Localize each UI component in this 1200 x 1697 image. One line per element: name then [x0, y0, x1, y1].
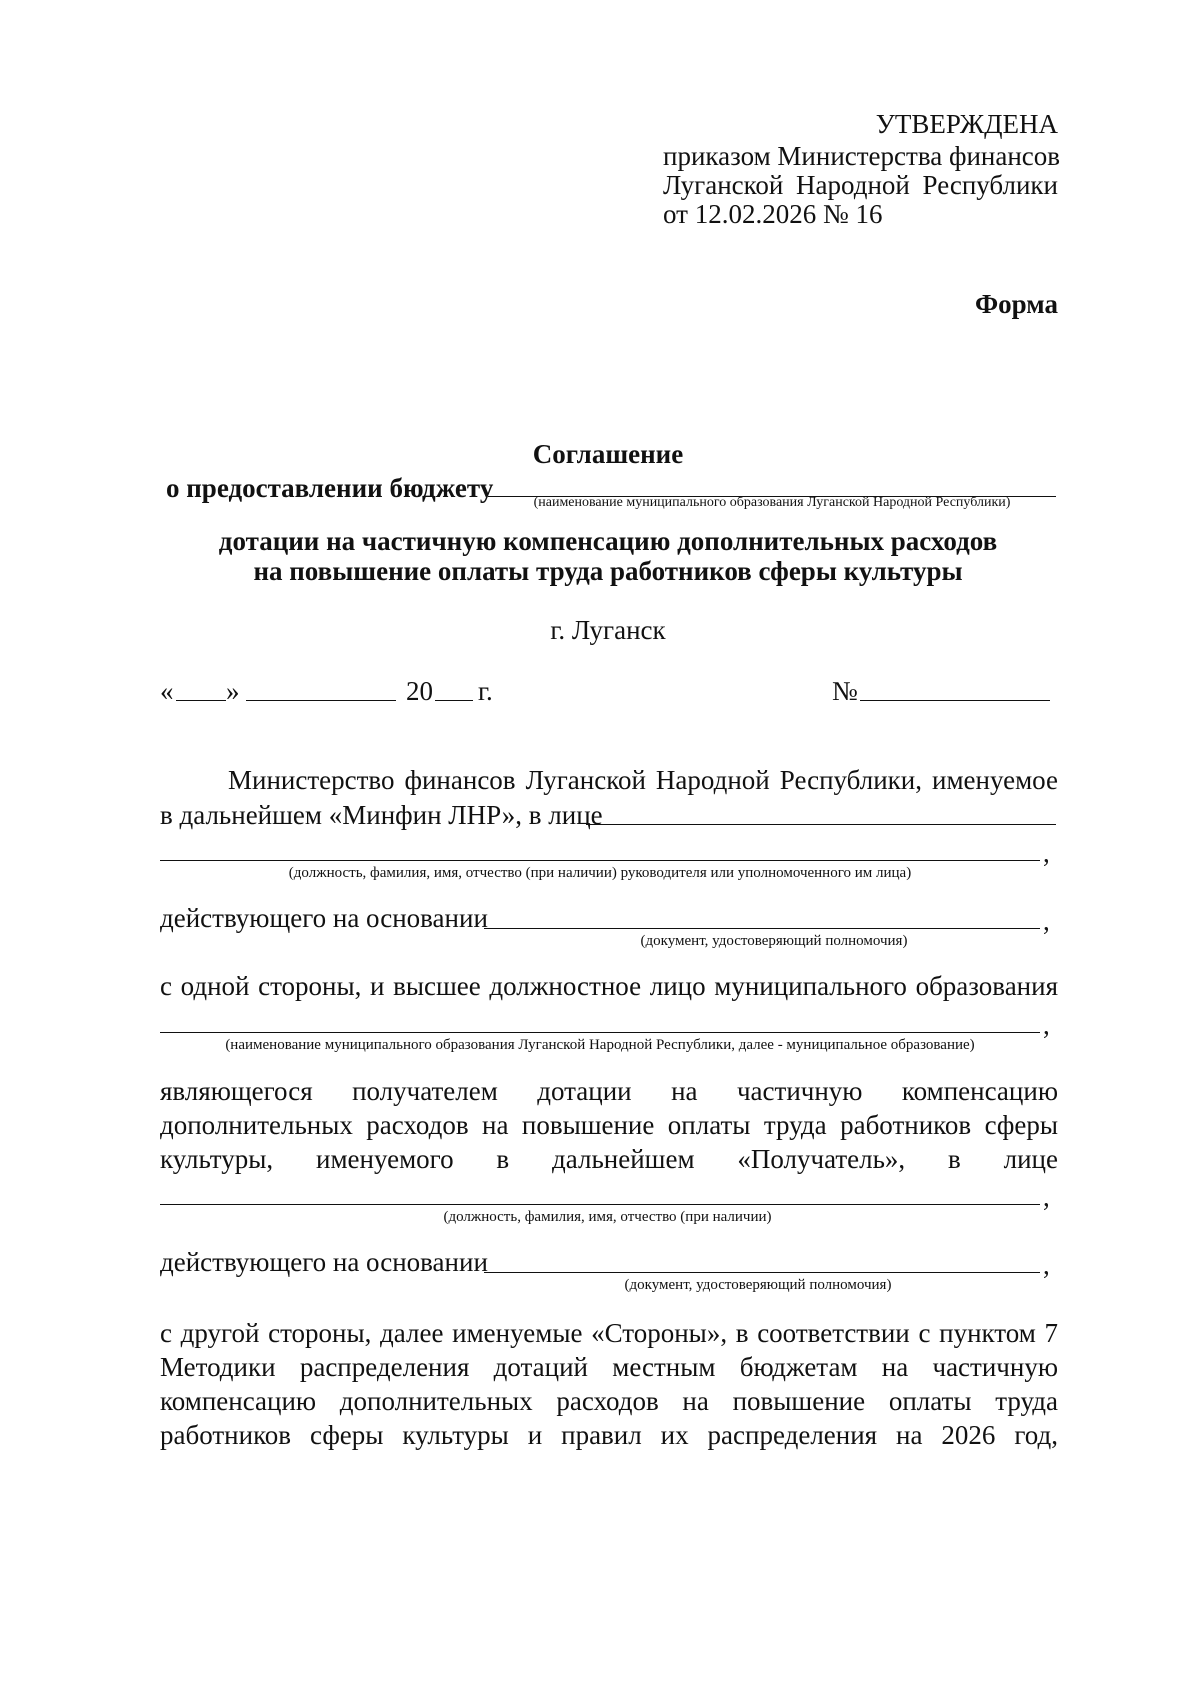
- municipality-blank-line: [160, 1032, 1040, 1033]
- year-blank-line: [435, 700, 473, 701]
- paragraph1-line2: в дальнейшем «Минфин ЛНР», в лице: [160, 800, 603, 830]
- paragraph4-line2: Методики распределения дотаций местным бюджетам на частичную: [160, 1352, 1058, 1382]
- recipient-rep-caption: (должность, фамилия, имя, отчество (при наличии): [443, 1209, 772, 1225]
- day-blank-line: [176, 700, 226, 701]
- number-blank-line: [860, 700, 1050, 701]
- comma-4: ,: [1043, 1182, 1050, 1212]
- paragraph3-line2: дополнительных расходов на повышение оплаты труда работников сферы: [160, 1110, 1058, 1140]
- title-line-4: на повышение оплаты труда работников сферы культуры: [253, 556, 963, 586]
- municipality-caption: (наименование муниципального образования Луганской Народной Республики, далее - муниципальное образование): [225, 1037, 975, 1053]
- acting-basis-1-label: действующего на основании: [160, 903, 488, 933]
- title-budget-prefix: о предоставлении бюджету: [166, 473, 494, 503]
- comma-3: ,: [1043, 1010, 1050, 1040]
- acting-basis-2-label: действующего на основании: [160, 1247, 488, 1277]
- document-title: Соглашение: [532, 439, 684, 469]
- paragraph4-line3: компенсацию дополнительных расходов на повышение оплаты труда: [160, 1386, 1058, 1416]
- form-label: Форма: [974, 289, 1058, 319]
- comma-5: ,: [1043, 1250, 1050, 1280]
- approval-line-order: приказом Министерства финансов: [663, 141, 1061, 171]
- paragraph2-line1: с одной стороны, и высшее должностное лицо муниципального образования: [160, 971, 1058, 1001]
- approval-line-date: от 12.02.2026 № 16: [663, 199, 883, 229]
- minfin-position-caption: (должность, фамилия, имя, отчество (при наличии) руководителя или уполномоченного им лица): [288, 865, 912, 881]
- approval-title: УТВЕРЖДЕНА: [875, 109, 1058, 139]
- minfin-rep-blank-line: [586, 824, 1056, 825]
- paragraph1-line1: Министерство финансов Луганской Народной Республики, именуемое: [228, 765, 1058, 795]
- comma-2: ,: [1043, 906, 1050, 936]
- basis-document-1-blank-line: [484, 928, 1040, 929]
- minfin-position-blank-line: [160, 860, 1040, 861]
- basis-document-2-caption: (документ, удостоверяющий полномочия): [624, 1277, 892, 1293]
- date-year-prefix: 20: [406, 676, 433, 706]
- paragraph4-line4: работников сферы культуры и правил их распределения на 2026 год,: [160, 1420, 1058, 1450]
- title-line-3: дотации на частичную компенсацию дополнительных расходов: [218, 526, 998, 556]
- month-blank-line: [246, 700, 396, 701]
- paragraph3-line1: являющегося получателем дотации на частичную компенсацию: [160, 1076, 1058, 1106]
- comma-1: ,: [1043, 838, 1050, 868]
- paragraph4-line1: с другой стороны, далее именуемые «Стороны», в соответствии с пунктом 7: [160, 1318, 1058, 1348]
- city-label: г. Луганск: [550, 615, 666, 645]
- approval-line-republic: Луганской Народной Республики: [663, 170, 1058, 200]
- date-open-quote: «: [160, 676, 174, 706]
- date-close-quote: »: [226, 676, 240, 706]
- recipient-rep-blank-line: [160, 1204, 1040, 1205]
- budget-name-caption: (наименование муниципального образования Луганской Народной Республики): [533, 495, 1011, 510]
- date-year-suffix: г.: [478, 676, 493, 706]
- paragraph3-line3: культуры, именуемого в дальнейшем «Получатель», в лице: [160, 1144, 1058, 1174]
- basis-document-2-blank-line: [484, 1272, 1040, 1273]
- number-sign: №: [832, 676, 858, 706]
- basis-document-1-caption: (документ, удостоверяющий полномочия): [640, 933, 908, 949]
